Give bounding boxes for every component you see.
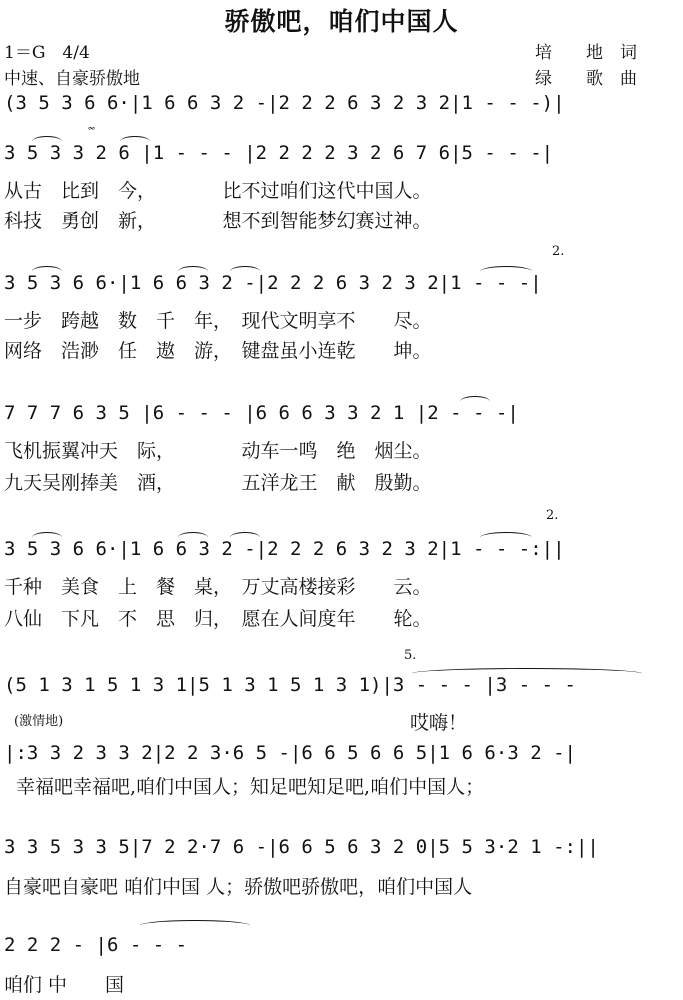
mordent-mark: 𝆗	[88, 120, 96, 135]
lyric-row-2-verse-1: 从古 比到 今， 比不过咱们这代中国人。	[4, 180, 432, 202]
slur-mark	[230, 532, 260, 543]
notation-row-2: 3 5 3 3 2 6 |1 - - - |2 2 2 2 3 2 6 7 6|5 - - -|	[4, 142, 554, 164]
slur-mark	[178, 266, 208, 277]
slur-mark	[32, 266, 62, 277]
notation-row-4: 7 7 7 6 3 5 |6 - - - |6 6 6 3 3 2 1 |2 - - -|	[4, 402, 519, 424]
lyric-row-2-verse-2: 科技 勇创 新， 想不到智能梦幻赛过神。	[4, 210, 432, 232]
slur-mark	[230, 266, 260, 277]
notation-row-8: 3 3 5 3 3 5|7 2 2·7 6 -|6 6 5 6 3 2 0|5 5 3·2 1 -:||	[4, 836, 599, 858]
slur-mark	[32, 136, 62, 147]
composer-credit: 绿 歌 曲	[535, 69, 637, 89]
tie-mark	[140, 920, 250, 931]
notation-row-5: 3 5 3 6 6·|1 6 6 3 2 -|2 2 2 6 3 2 3 2|1 - - -:||	[4, 538, 565, 560]
lyric-row-4-verse-2: 九天吴刚捧美 酒， 五洋龙王 献 殷勤。	[4, 472, 432, 494]
slur-mark	[178, 532, 208, 543]
notation-row-9: 2 2 2 - |6 - - -	[4, 934, 188, 956]
lyric-row-5-verse-1: 千种 美食 上 餐 桌， 万丈高楼接彩 云。	[4, 576, 432, 598]
slur-mark	[32, 532, 62, 543]
tempo-marking: 中速、自豪骄傲地	[4, 69, 140, 89]
slur-mark	[460, 396, 490, 407]
lyric-row-3-verse-1: 一步 跨越 数 千 年， 现代文明享不 尽。	[4, 310, 432, 332]
second-ending-mark: 2.	[552, 244, 565, 259]
lyric-row-8: 自豪吧自豪吧 咱们中国 人；骄傲吧骄傲吧，咱们中国人	[4, 876, 473, 898]
slur-mark	[120, 136, 150, 147]
notation-row-3: 3 5 3 6 6·|1 6 6 3 2 -|2 2 2 6 3 2 3 2|1 - - -|	[4, 272, 542, 294]
slur-mark	[480, 532, 532, 543]
exclamation-lyric: 哎嗨！	[410, 712, 468, 734]
notation-row-1: (3 5 3 6 6·|1 6 6 3 2 -|2 2 2 6 3 2 3 2|1 - - -)|	[4, 92, 565, 114]
lyric-row-5-verse-2: 八仙 下凡 不 思 归， 愿在人间度年 轮。	[4, 608, 432, 630]
second-ending-mark: 2.	[546, 508, 559, 523]
notation-row-7: |:3 3 2 3 3 2|2 2 3·6 5 -|6 6 5 6 6 5|1 6 6·3 2 -|	[4, 742, 576, 764]
ending-mark: 5.	[404, 648, 417, 663]
tie-mark	[412, 668, 642, 679]
page-title: 骄傲吧，咱们中国人	[224, 7, 459, 36]
key-signature: 1＝G 4/4	[4, 43, 90, 63]
lyric-row-7: 幸福吧幸福吧,咱们中国人；知足吧知足吧,咱们中国人；	[16, 776, 485, 798]
lyricist-credit: 培 地 词	[535, 43, 637, 63]
lyric-row-9: 咱们 中 国	[4, 974, 125, 996]
lyric-row-3-verse-2: 网络 浩渺 任 遨 游， 键盘虽小连乾 坤。	[4, 340, 432, 362]
expression-marking: (激情地)	[14, 714, 64, 729]
slur-mark	[480, 266, 532, 277]
notation-row-6: (5 1 3 1 5 1 3 1|5 1 3 1 5 1 3 1)|3 - - - |3 - - -	[4, 674, 576, 696]
lyric-row-4-verse-1: 飞机振翼冲天 际， 动车一鸣 绝 烟尘。	[4, 440, 432, 462]
